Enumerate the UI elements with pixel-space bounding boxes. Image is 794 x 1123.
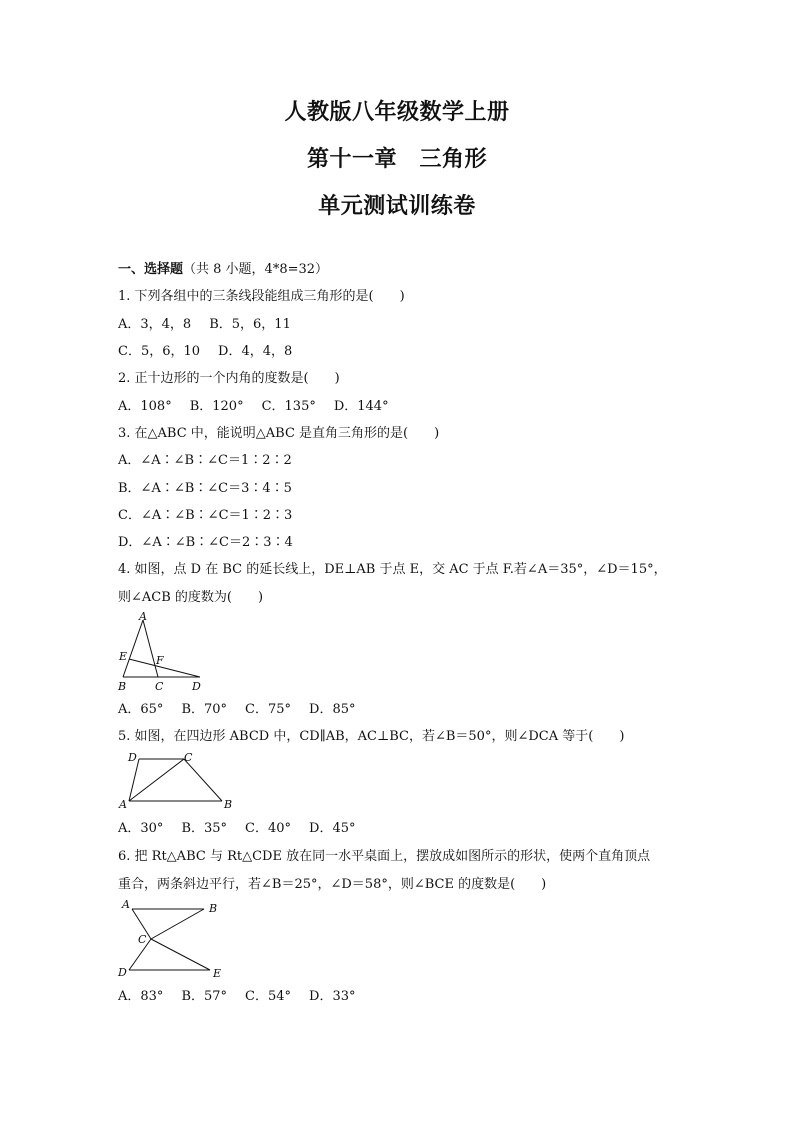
document-title-line-1: 人教版八年级数学上册 [284, 99, 510, 125]
question-4-stem-line-2: 则∠ACB 的度数为( ) [118, 590, 264, 605]
question-4-options [118, 701, 356, 719]
figure-label-a: A [119, 798, 127, 811]
figure-label-a: A [122, 898, 130, 911]
question-5-option-c: C．40° [245, 821, 292, 836]
question-2-option-c: C．135° [261, 399, 316, 414]
question-6-stem-line-2: 重合，两条斜边平行，若∠B＝25°，∠D＝58°，则∠BCE 的度数是( ) [118, 877, 547, 892]
figure-label-c: C [138, 933, 147, 946]
question-3-option-a: A．∠A∶∠B∶∠C＝1∶2∶2 [118, 453, 292, 468]
figure-segment-cb [184, 759, 222, 801]
figure-label-a: A [139, 610, 147, 623]
question-6-options [118, 988, 356, 1006]
figure-label-b: B [209, 902, 218, 915]
question-4-option-b: B．70° [181, 702, 228, 717]
figure-label-d: D [128, 751, 137, 764]
question-4-option-d: D．85° [309, 702, 356, 717]
question-6-option-a: A．83° [118, 989, 164, 1004]
question-1-options-row-1 [118, 316, 291, 334]
figure-label-c: C [184, 751, 193, 764]
question-4-figure [110, 610, 220, 695]
document-title-line-3: 单元测试训练卷 [318, 193, 476, 219]
question-1-options-row-2 [118, 343, 292, 361]
figure-label-d: D [118, 966, 127, 979]
figure-label-e: E [213, 967, 222, 980]
question-1-option-b: B．5，6，11 [209, 317, 291, 332]
question-5-option-b: B．35° [181, 821, 228, 836]
question-3-option-c: C．∠A∶∠B∶∠C＝1∶2∶3 [118, 508, 293, 523]
figure-label-d: D [192, 680, 201, 693]
question-1-option-c: C．5，6，10 [118, 344, 201, 359]
question-4-option-c: C．75° [245, 702, 292, 717]
question-4-option-a: A．65° [118, 702, 164, 717]
section-note: （共 8 小题，4*8=32） [183, 262, 329, 277]
document-title-line-2: 第十一章 三角形 [306, 146, 487, 172]
question-5-option-d: D．45° [309, 821, 356, 836]
section-heading: 一、选择题 [118, 262, 184, 277]
question-2-option-b: B．120° [189, 399, 244, 414]
figure-segment-cb [151, 909, 204, 939]
question-5-option-a: A．30° [118, 821, 164, 836]
figure-segment-ed [129, 659, 200, 677]
question-1-option-d: D．4，4，8 [218, 344, 293, 359]
question-3-option-d: D．∠A∶∠B∶∠C＝2∶3∶4 [118, 535, 293, 550]
figure-segment-ab [123, 620, 143, 677]
question-5-figure [112, 748, 242, 818]
question-3-option-b: B．∠A∶∠B∶∠C＝3∶4∶5 [118, 481, 292, 496]
figure-label-b: B [118, 680, 127, 693]
figure-label-e: E [119, 650, 128, 663]
question-6-option-c: C．54° [245, 989, 292, 1004]
figure-label-f: F [156, 654, 164, 667]
figure-label-b: B [224, 798, 233, 811]
question-6-option-d: D．33° [309, 989, 356, 1004]
question-1-option-a: A．3，4，8 [118, 317, 192, 332]
question-5-stem: 5. 如图，在四边形 ABCD 中，CD∥AB，AC⊥BC，若∠B＝50°，则∠DCA 等于( ) [118, 729, 625, 744]
figure-segment-ce [151, 939, 210, 970]
figure-label-c: C [155, 680, 164, 693]
question-5-options [118, 820, 356, 838]
question-3-stem: 3. 在△ABC 中，能说明△ABC 是直角三角形的是( ) [118, 426, 440, 441]
question-2-option-a: A．108° [118, 399, 172, 414]
question-2-option-d: D．144° [333, 399, 389, 414]
question-6-option-b: B．57° [181, 989, 228, 1004]
question-1-stem: 1. 下列各组中的三条线段能组成三角形的是( ) [118, 289, 405, 304]
question-6-stem-line-1: 6. 把 Rt△ABC 与 Rt△CDE 放在同一水平桌面上，摆放成如图所示的形状，使两个直角顶点 [118, 849, 651, 864]
question-2-options [118, 398, 389, 416]
figure-segment-ac [143, 620, 158, 677]
question-6-figure [112, 895, 232, 985]
section-heading-line [118, 261, 328, 279]
question-4-stem-line-1: 4. 如图，点 D 在 BC 的延长线上，DE⊥AB 于点 E，交 AC 于点 F.若∠A＝35°，∠D＝15°， [118, 562, 667, 577]
question-2-stem: 2. 正十边形的一个内角的度数是( ) [118, 371, 340, 386]
